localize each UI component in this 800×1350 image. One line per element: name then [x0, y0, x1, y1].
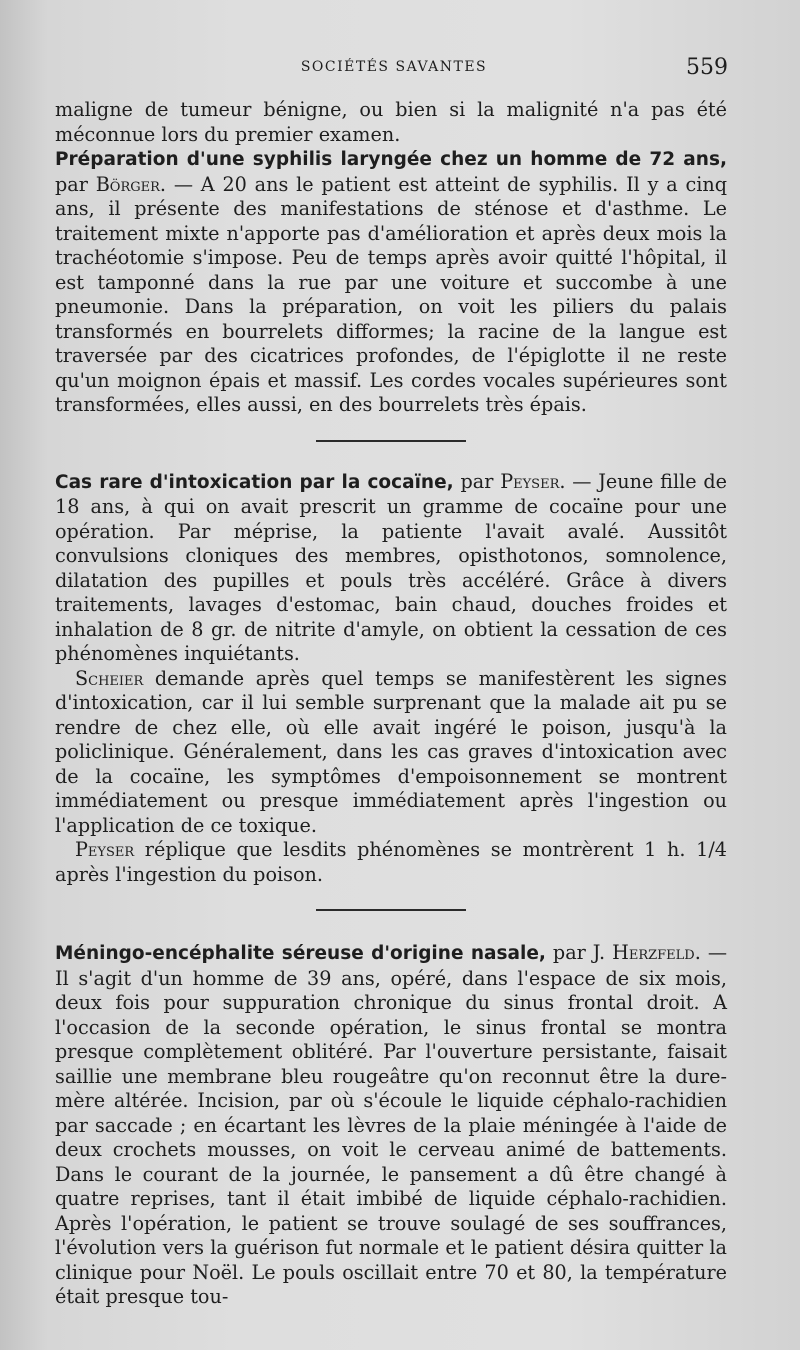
paragraph-text: . — Jeune fille de 18 ans, à qui on avait prescrit un gramme de cocaïne pour une opération. Par méprise, la patiente l'avait avalé. Aussitôt convulsions cloniques des membres, opisthotonos, somnolence, dilatation des pupilles et pouls très accéléré. Grâce à divers traitements, lavages d'estomac, bain chaud, douches froides et inhalation de 8 gr. de nitrite d'amyle, on obtient la cessation de ces phénomènes inquiétants. [55, 469, 728, 665]
reply-peyser [55, 838, 727, 887]
report-heading: Cas rare d'intoxication par la cocaïne, [55, 471, 454, 493]
paragraph-text: maligne de tumeur bénigne, ou bien si la malignité n'a pas été méconnue lors du premier examen. [55, 98, 727, 146]
report-heading: Préparation d'une syphilis laryngée chez un homme de 72 ans, [55, 149, 727, 170]
byline-connector: par [453, 469, 501, 493]
page-body [55, 98, 727, 1310]
paragraph-text: . — A 20 ans le patient est atteint de syphilis. Il y a cinq ans, il présente des manifestations de sténose et d'asthme. Le traitement mixte n'apporte pas d'amélioration et après deux mois la trachéotomie s'impose. Peu de temps après avoir quitté l'hôpital, il est tamponné dans la rue par une voiture et succombe à une pneumonie. Dans la préparation, on voit les piliers du palais transformés en bourrelets difformes; la racine de la langue est traversée par des cicatrices profondes, de l'épiglotte il ne reste qu'un moignon épais et massif. Les cordes vocales supérieures sont transformées, elles aussi, en des bourrelets très épais. [55, 172, 727, 416]
page-number: 559 [686, 55, 728, 80]
byline-connector: par [55, 172, 96, 196]
page-header [60, 55, 728, 85]
report-syphilis [55, 147, 727, 418]
report-heading: Méningo-encéphalite séreuse d'origine nasale, [55, 943, 546, 964]
continued-paragraph [55, 98, 727, 147]
author-name: Börger [95, 172, 160, 196]
discussion-scheier [55, 667, 727, 839]
author-name: Peyser [500, 469, 560, 493]
paragraph-text: réplique que lesdits phénomènes se montrèrent 1 h. 1/4 après l'ingestion du poison. [55, 838, 727, 886]
byline-connector: par J. [545, 941, 613, 964]
running-head: SOCIÉTÉS SAVANTES [300, 59, 488, 75]
paragraph-text: . — Il s'agit d'un homme de 39 ans, opéré, dans l'espace de six mois, deux fois pour suppuration chronique du sinus frontal droit. A l'occasion de la seconde opération, le sinus frontal se montra presque complètement oblitéré. Par l'ouverture persistante, faisait saillie une membrane bleu rougeâtre qu'on reconnut être la dure-mère altérée. Incision, par où s'écoule le liquide céphalo-rachidien par saccade ; en écartant les lèvres de la plaie méningée à l'aide de deux crochets mousses, on voit le cerveau animé de battements. Dans le courant de la journée, le pansement a dû être changé à quatre reprises, tant il était imbibé de liquide céphalo-rachidien. Après l'opération, le patient se trouve soulagé de ses souffrances, l'évolution vers la guérison fut normale et le patient désira quitter la clinique pour Noël. Le pouls oscillait entre 70 et 80, la température était presque tou- [55, 941, 728, 1308]
author-name: Herzfeld [612, 941, 695, 964]
paragraph-text: demande après quel temps se manifestèrent les signes d'intoxication, car il lui semble surprenant que la malade ait pu se rendre de chez elle, où elle avait ingéré le poison, jusqu'à la policlinique. Généralement, dans les cas graves d'intoxication avec de la cocaïne, les symptômes d'empoisonnement se montrent immédiatement ou presque immédiatement après l'ingestion ou l'application de ce toxique. [55, 666, 727, 837]
report-cocaine [55, 470, 727, 667]
author-name: Scheier [75, 666, 144, 690]
report-meningo [55, 941, 727, 1310]
author-name: Peyser [75, 838, 135, 861]
